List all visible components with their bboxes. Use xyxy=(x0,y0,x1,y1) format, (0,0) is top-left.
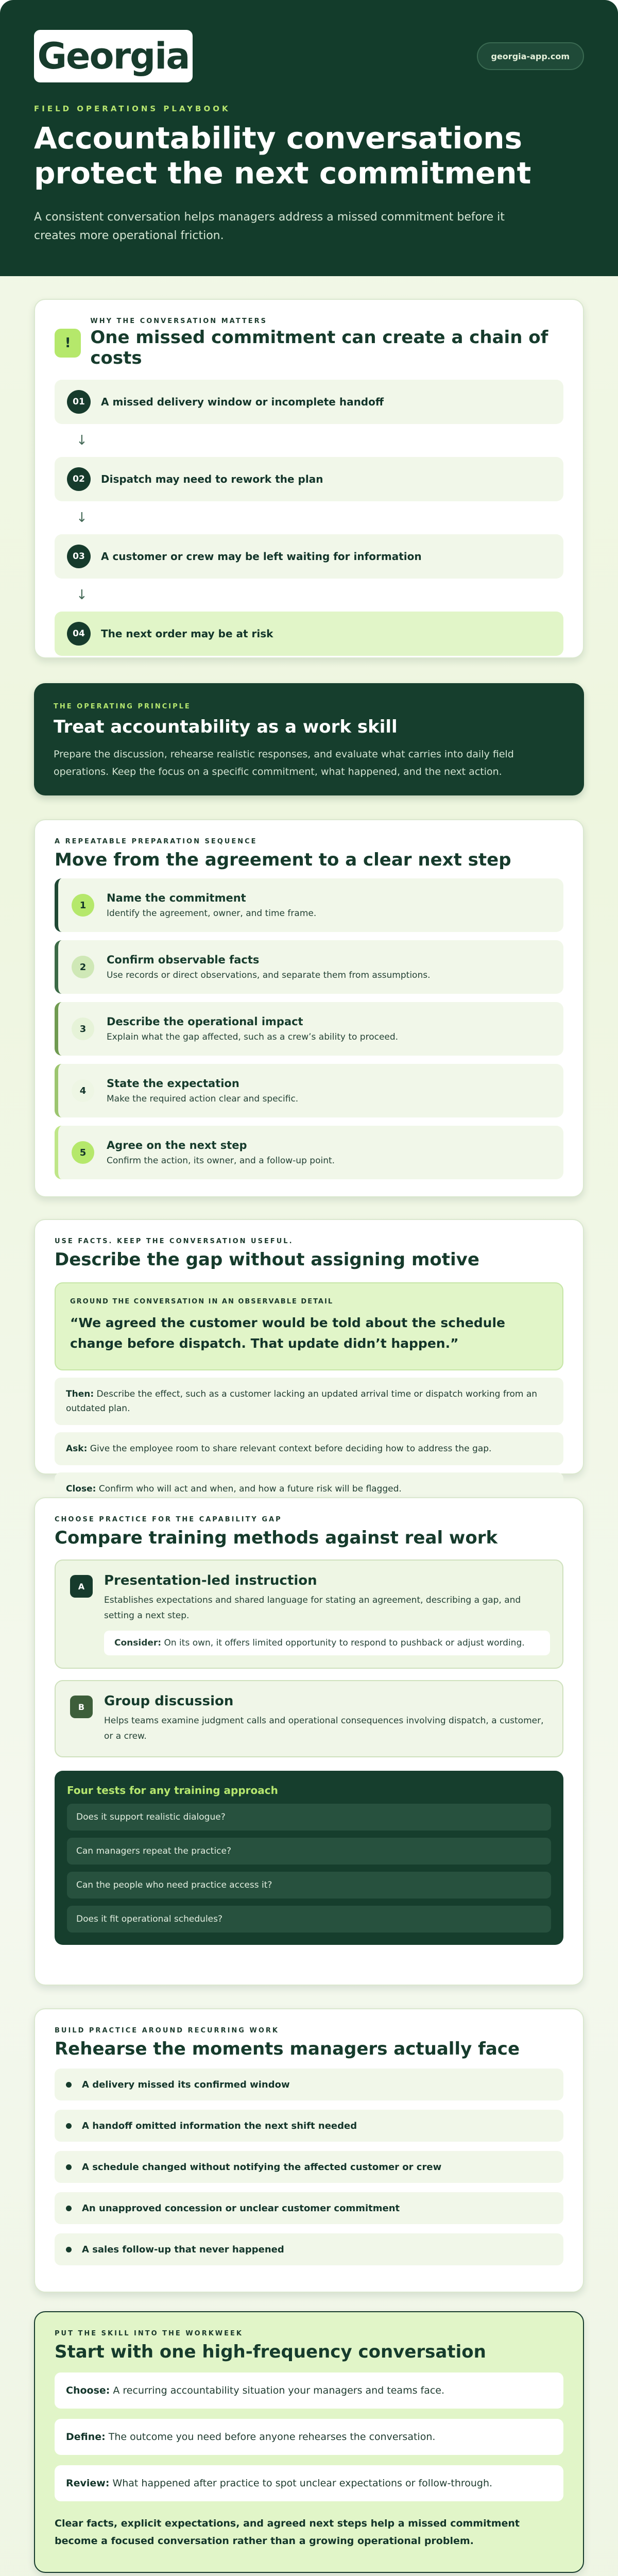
workweek-row-define xyxy=(55,2419,563,2455)
step-text: Identify the agreement, owner, and time frame. xyxy=(107,908,317,919)
info-row-then xyxy=(55,1378,563,1425)
method-badge: B xyxy=(70,1696,93,1718)
chain-item-text: A customer or crew may be left waiting for information xyxy=(101,550,422,563)
list-item xyxy=(55,2110,563,2142)
chain-item xyxy=(55,457,563,501)
principle-title: Treat accountability as a work skill xyxy=(54,717,398,737)
test-item: Does it support realistic dialogue? xyxy=(67,1804,551,1831)
hero-header xyxy=(0,0,618,276)
chain-number-badge: 01 xyxy=(67,390,91,414)
why-header xyxy=(55,317,563,368)
step-item xyxy=(55,1126,563,1179)
rehearse-kicker: BUILD PRACTICE AROUND RECURRING WORK xyxy=(55,2027,279,2035)
step-number-badge: 1 xyxy=(72,894,94,917)
tests-title: Four tests for any training approach xyxy=(67,1784,278,1797)
workweek-kicker: PUT THE SKILL INTO THE WORKWEEK xyxy=(55,2330,243,2337)
step-item xyxy=(55,1064,563,1117)
bullet-icon xyxy=(66,2164,72,2170)
row-label: Define: xyxy=(66,2431,106,2443)
step-item xyxy=(55,940,563,994)
bullet-icon xyxy=(66,2123,72,2129)
chain-item xyxy=(55,612,563,656)
step-title: Describe the operational impact xyxy=(107,1015,303,1028)
test-item: Does it fit operational schedules? xyxy=(67,1906,551,1933)
method-badge: A xyxy=(70,1575,93,1598)
example-quote: “We agreed the customer would be told about the schedule change before dispatch. That update didn’t happen.” xyxy=(70,1315,506,1351)
chain-number-badge: 02 xyxy=(67,467,91,491)
step-title: Name the commitment xyxy=(107,892,246,904)
training-title: Compare training methods against real work xyxy=(55,1528,498,1548)
why-card xyxy=(34,299,584,658)
scenario-list xyxy=(55,2069,563,2265)
workweek-title: Start with one high-frequency conversation xyxy=(55,2342,486,2362)
principle-banner xyxy=(34,683,584,795)
hero-kicker: FIELD OPERATIONS PLAYBOOK xyxy=(34,104,231,113)
step-list xyxy=(55,878,563,1179)
step-number-badge: 2 xyxy=(72,956,94,978)
bullet-icon xyxy=(66,2247,72,2252)
row-text: What happened after practice to spot unclear expectations or follow-through. xyxy=(112,2478,493,2489)
list-item xyxy=(55,2151,563,2183)
facts-title: Describe the gap without assigning motive xyxy=(55,1249,479,1270)
list-item xyxy=(55,2069,563,2100)
method-group-discussion xyxy=(55,1680,563,1757)
workweek-row-review xyxy=(55,2465,563,2501)
info-text: Give the employee room to share relevant context before deciding how to address the gap. xyxy=(90,1444,492,1454)
cost-chain xyxy=(55,380,563,656)
test-item: Can the people who need practice access it? xyxy=(67,1872,551,1899)
test-item: Can managers repeat the practice? xyxy=(67,1838,551,1865)
list-item xyxy=(55,2192,563,2224)
step-title: Confirm observable facts xyxy=(107,954,260,966)
page-subtitle: A consistent conversation helps managers address a missed commitment before it creates more operational friction. xyxy=(34,211,505,242)
step-number-badge: 3 xyxy=(72,1018,94,1040)
row-label: Review: xyxy=(66,2478,110,2489)
arrow-down-icon: ↓ xyxy=(76,433,88,448)
logo-text: Georgia xyxy=(37,35,190,77)
chain-item-text: A missed delivery window or incomplete handoff xyxy=(101,396,384,408)
why-title: One missed commitment can create a chain of costs xyxy=(90,327,548,368)
workweek-row-choose xyxy=(55,2372,563,2409)
list-item-text: A delivery missed its confirmed window xyxy=(82,2079,290,2090)
consider-note xyxy=(104,1631,550,1655)
quote-kicker: GROUND THE CONVERSATION IN AN OBSERVABLE DETAIL xyxy=(70,1298,334,1306)
list-item-text: A handoff omitted information the next shift needed xyxy=(82,2120,357,2131)
list-item-text: An unapproved concession or unclear customer commitment xyxy=(82,2202,400,2214)
training-kicker: CHOOSE PRACTICE FOR THE CAPABILITY GAP xyxy=(55,1516,282,1523)
method-title: Presentation-led instruction xyxy=(104,1573,317,1588)
list-item xyxy=(55,2233,563,2265)
bullet-icon xyxy=(66,2206,72,2211)
step-text: Explain what the gap affected, such as a crew’s ability to proceed. xyxy=(107,1032,399,1042)
info-text: Confirm who will act and when, and how a future risk will be flagged. xyxy=(98,1484,402,1494)
chain-item-text: The next order may be at risk xyxy=(101,628,273,640)
chain-item xyxy=(55,534,563,579)
rehearse-card xyxy=(34,2008,584,2293)
info-text: Describe the effect, such as a customer lacking an updated arrival time or dispatch working from an outdated plan. xyxy=(66,1389,538,1414)
facts-kicker: USE FACTS. KEEP THE CONVERSATION USEFUL. xyxy=(55,1238,294,1245)
step-text: Make the required action clear and specific. xyxy=(107,1094,299,1104)
sequence-title: Move from the agreement to a clear next step xyxy=(55,850,511,870)
row-text: A recurring accountability situation your managers and teams face. xyxy=(113,2385,445,2396)
method-title: Group discussion xyxy=(104,1693,234,1709)
row-text: The outcome you need before anyone rehearses the conversation. xyxy=(108,2431,436,2443)
principle-text: Prepare the discussion, rehearse realistic responses, and evaluate what carries into daily field operations. Keep the focus on a specific commitment, what happened, and the next action. xyxy=(54,749,514,777)
step-number-badge: 5 xyxy=(72,1141,94,1164)
chain-number-badge: 03 xyxy=(67,545,91,568)
step-text: Confirm the action, its owner, and a follow-up point. xyxy=(107,1156,335,1166)
info-label: Close: xyxy=(66,1484,96,1494)
chain-item-text: Dispatch may need to rework the plan xyxy=(101,473,323,485)
list-item-text: A sales follow-up that never happened xyxy=(82,2244,284,2255)
facts-card xyxy=(34,1219,584,1494)
brand-logo[interactable] xyxy=(34,30,193,82)
rehearse-title: Rehearse the moments managers actually face xyxy=(55,2039,520,2059)
why-kicker: WHY THE CONVERSATION MATTERS xyxy=(90,317,267,325)
info-row-ask xyxy=(55,1432,563,1465)
warning-icon: ! xyxy=(55,329,81,358)
step-title: State the expectation xyxy=(107,1077,239,1090)
step-item xyxy=(55,878,563,932)
workweek-card xyxy=(34,2311,584,2573)
bullet-icon xyxy=(66,2082,72,2088)
consider-text: On its own, it offers limited opportunity to respond to pushback or adjust wording. xyxy=(164,1638,525,1648)
step-number-badge: 4 xyxy=(72,1079,94,1102)
method-presentation xyxy=(55,1560,563,1669)
method-text: Establishes expectations and shared language for stating an agreement, describing a gap, and setting a next step. xyxy=(104,1595,521,1621)
info-label: Then: xyxy=(66,1389,94,1399)
chain-item xyxy=(55,380,563,424)
training-card xyxy=(34,1497,584,1986)
list-item-text: A schedule changed without notifying the affected customer or crew xyxy=(82,2161,442,2173)
page-title: Accountability conversations protect the next commitment xyxy=(34,121,531,191)
principle-kicker: THE OPERATING PRINCIPLE xyxy=(54,703,191,710)
chain-number-badge: 04 xyxy=(67,622,91,646)
step-title: Agree on the next step xyxy=(107,1139,247,1151)
arrow-down-icon: ↓ xyxy=(76,510,88,526)
step-item xyxy=(55,1002,563,1056)
quote-box xyxy=(55,1282,563,1370)
consider-label: Consider: xyxy=(114,1638,162,1648)
info-label: Ask: xyxy=(66,1444,88,1454)
arrow-down-icon: ↓ xyxy=(76,587,88,603)
closing-statement: Clear facts, explicit expectations, and agreed next steps help a missed commitment become a focused conversation rather than a growing operational problem. xyxy=(55,2518,520,2547)
sequence-kicker: A REPEATABLE PREPARATION SEQUENCE xyxy=(55,838,258,845)
training-tests-panel xyxy=(55,1771,563,1945)
site-link-pill[interactable]: georgia-app.com xyxy=(477,42,585,70)
sequence-card xyxy=(34,819,584,1197)
method-text: Helps teams examine judgment calls and operational consequences involving dispatch, a customer, or a crew. xyxy=(104,1716,544,1741)
row-label: Choose: xyxy=(66,2385,110,2396)
step-text: Use records or direct observations, and separate them from assumptions. xyxy=(107,970,431,980)
